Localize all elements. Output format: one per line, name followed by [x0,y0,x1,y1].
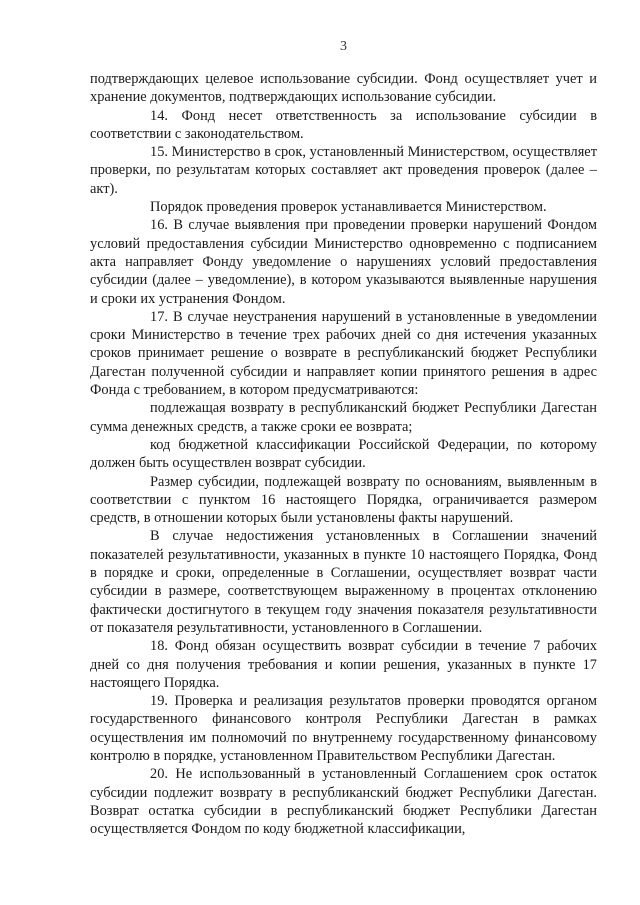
page-number: 3 [340,39,347,54]
paragraph-refund-amount: подлежащая возврату в республиканский бюджет Республики Дагестан сумма денежных средств, а также сроки ее возврата; [90,400,597,435]
paragraph-item-16: 16. В случае выявления при проведении проверки нарушений Фондом условий предоставления субсидии Министерство одновременно с подписанием акта направляет Фонду уведомление о нарушениях условий предоставления субсидии (далее – уведомление), в котором указываются выявленные нарушения и сроки их устранения Фондом. [90,217,597,307]
paragraph-item-19: 19. Проверка и реализация результатов проверки проводятся органом государственного финансового контроля Республики Дагестан в рамках осуществления им полномочий по внутреннему государственному финансовому контролю в порядке, установленном Правительством Республики Дагестан. [90,693,597,764]
paragraph-item-15: 15. Министерство в срок, установленный Министерством, осуществляет проверки, по результатам которых составляет акт проведения проверок (далее – акт). [90,144,597,197]
paragraph-subsidy-size: Размер субсидии, подлежащей возврату по основаниям, выявленным в соответствии с пунктом 16 настоящего Порядка, ограничивается размером средств, в отношении которых были установлены факты нарушений. [90,473,597,527]
paragraph-item-14: 14. Фонд несет ответственность за использование субсидии в соответствии с законодательством. [90,107,597,142]
paragraph-item-20: 20. Не использованный в установленный Соглашением срок остаток субсидии подлежит возврату в республиканский бюджет Республики Дагестан. Возврат остатка субсидии в республиканский бюджет Республики Дагестан осуществляется Фондом по коду бюджетной классификации, [90,766,597,838]
paragraph-performance-indicators: В случае недостижения установленных в Соглашении значений показателей результативности, указанных в пункте 10 настоящего Порядка, Фонд в порядке и сроки, определенные в Соглашении, осуществляет возврат части субсидии в размере, соответствующем выраженному в процентах отклонению фактически достигнутого в текущем году значения показателя результативности от показателя результативности, установленного в Соглашении. [90,528,597,636]
paragraph-item-17: 17. В случае неустранения нарушений в установленные в уведомлении сроки Министерство в течение трех рабочих дней со дня истечения указанных сроков принимает решение о возврате в республиканский бюджет Республики Дагестан полученной субсидии и направляет копии принятого решения в адрес Фонда с требованием, в котором предусматриваются: [90,308,597,399]
document-body [90,70,597,838]
document-page [90,38,597,838]
paragraph-item-18: 18. Фонд обязан осуществить возврат субсидии в течение 7 рабочих дней со дня получения требования и копии решения, указанных в пункте 17 настоящего Порядка. [90,638,597,691]
paragraph-budget-code: код бюджетной классификации Российской Федерации, по которому должен быть осуществлен возврат субсидии. [90,436,597,472]
paragraph-continuation: подтверждающих целевое использование субсидии. Фонд осуществляет учет и хранение документов, подтверждающих использование субсидии. [90,71,597,106]
paragraph-inspection-procedure: Порядок проведения проверок устанавливается Министерством. [150,199,547,216]
